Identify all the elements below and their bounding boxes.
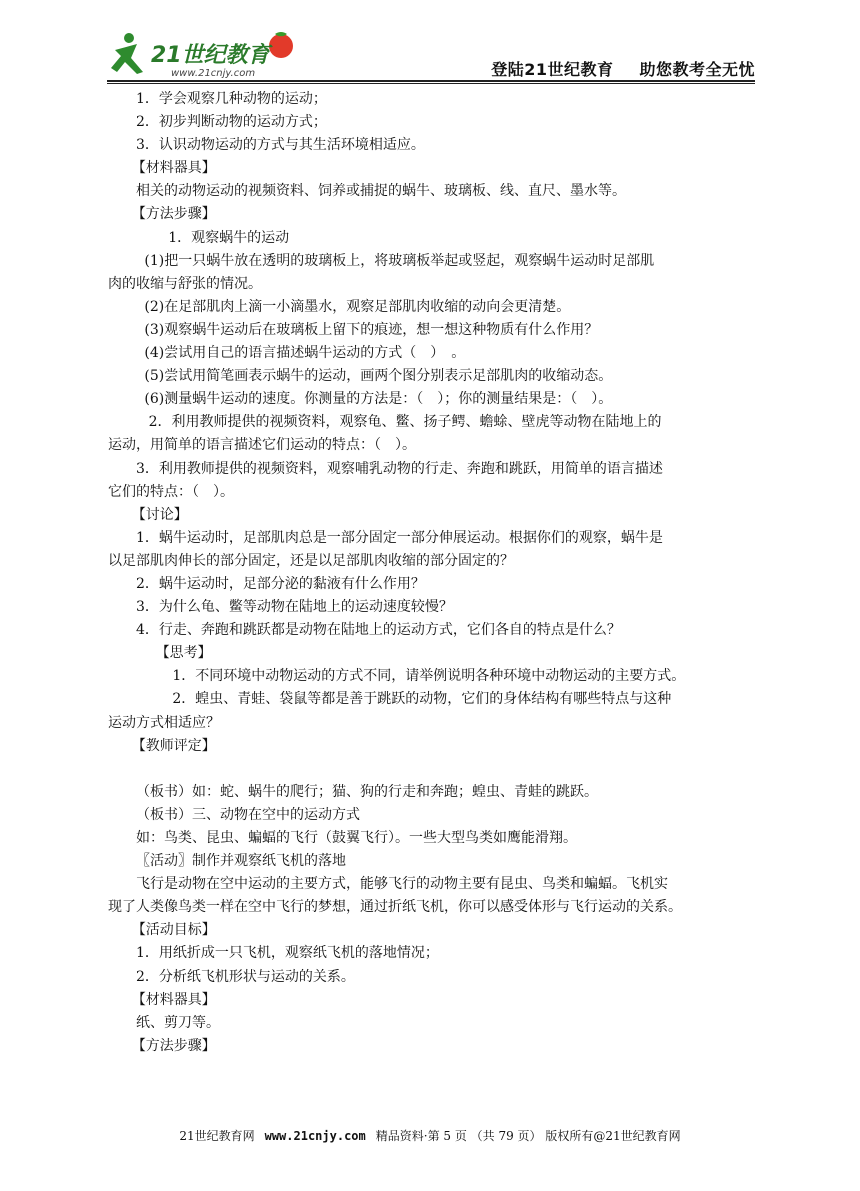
text-line: 【活动目标】 [131, 922, 216, 939]
text-line: 【教师评定】 [131, 737, 216, 754]
page-header [107, 28, 755, 84]
text-line: 运动方式相适应？ [108, 714, 220, 731]
slogan-right: 助您教考全无忧 [639, 60, 755, 79]
text-line: 运动，用简单的语言描述它们运动的特点：（ ）。 [108, 437, 416, 454]
text-line: 纸、剪刀等。 [136, 1014, 220, 1031]
text-line: 1．不同环境中动物运动的方式不同，请举例说明各种环境中动物运动的主要方式。 [172, 668, 686, 685]
text-line: (3)观察蜗牛运动后在玻璃板上留下的痕迹，想一想这种物质有什么作用？ [144, 321, 599, 338]
text-line: 2．初步判断动物的运动方式； [136, 114, 327, 131]
logo-url: www.21cnjy.com [171, 68, 256, 79]
header-rule [107, 80, 755, 82]
text-line: 3．认识动物运动的方式与其生活环境相适应。 [136, 137, 425, 154]
text-line: 2．蝗虫、青蛙、袋鼠等都是善于跳跃的动物，它们的身体结构有哪些特点与这种 [172, 691, 672, 708]
slogan-left: 登陆21世纪教育 [491, 60, 614, 79]
header-slogan [465, 57, 755, 80]
text-line: 【方法步骤】 [131, 1037, 216, 1054]
logo [107, 28, 307, 82]
text-line: 如：鸟类、昆虫、蝙蝠的飞行（鼓翼飞行）。一些大型鸟类如鹰能滑翔。 [136, 830, 577, 846]
text-line: (5)尝试用简笔画表示蜗牛的运动，画两个图分别表示足部肌肉的收缩动态。 [144, 368, 613, 385]
tomato-icon [269, 32, 293, 58]
footer-site: www.21cnjy.com [264, 1129, 366, 1143]
text-line: 2．分析纸飞机形状与运动的关系。 [136, 968, 355, 985]
text-line: 【方法步骤】 [131, 206, 216, 223]
text-line: 相关的动物运动的视频资料、饲养或捕捉的蜗牛、玻璃板、线、直尺、墨水等。 [136, 183, 626, 200]
text-line: 1．蜗牛运动时，足部肌肉总是一部分固定一部分伸展运动。根据你们的观察，蜗牛是 [136, 529, 663, 546]
text-line: 2．利用教师提供的视频资料，观察龟、鳖、扬子鳄、蟾蜍、壁虎等动物在陆地上的 [148, 414, 662, 431]
text-line: 3．利用教师提供的视频资料，观察哺乳动物的行走、奔跑和跳跃，用简单的语言描述 [136, 460, 663, 477]
text-line: (1)把一只蜗牛放在透明的玻璃板上，将玻璃板举起或竖起，观察蜗牛运动时足部肌 [144, 252, 655, 269]
text-line: 现了人类像鸟类一样在空中飞行的梦想，通过折纸飞机，你可以感受体形与飞行运动的关系。 [108, 899, 682, 916]
text-line: (6)测量蜗牛运动的速度。你测量的方法是：（ ）；你的测量结果是：（ ）。 [144, 391, 613, 408]
text-line: (2)在足部肌肉上滴一小滴墨水，观察足部肌肉收缩的动向会更清楚。 [144, 298, 571, 315]
text-line: 2．蜗牛运动时，足部分泌的黏液有什么作用？ [136, 575, 425, 592]
logo-text: 21世纪教育 [151, 43, 270, 68]
text-line: 肉的收缩与舒张的情况。 [108, 275, 262, 292]
footer-left: 21世纪教育网 [179, 1129, 255, 1143]
text-line [108, 758, 758, 781]
text-line: 1．学会观察几种动物的运动； [136, 91, 327, 107]
text-line: 1．观察蜗牛的运动 [168, 229, 290, 246]
text-line: 【讨论】 [131, 506, 188, 523]
text-line: 4．行走、奔跑和跳跃都是动物在陆地上的运动方式，它们各自的特点是什么？ [136, 622, 621, 639]
text-line: 【材料器具】 [131, 160, 216, 177]
text-line: 1．用纸折成一只飞机，观察纸飞机的落地情况； [136, 945, 439, 962]
text-line: 飞行是动物在空中运动的主要方式，能够飞行的动物主要有昆虫、鸟类和蝙蝠。飞机实 [136, 876, 668, 893]
text-line: 【材料器具】 [131, 991, 216, 1008]
page-footer [0, 1127, 860, 1144]
header-rule-thin [107, 83, 755, 84]
running-figure-icon [111, 33, 143, 74]
footer-right: 精品资料·第 5 页 （共 79 页） 版权所有@21世纪教育网 [375, 1129, 681, 1143]
text-line: (4)尝试用自己的语言描述蜗牛运动的方式（ ） 。 [144, 345, 466, 362]
text-line: 它们的特点：（ ）。 [108, 483, 234, 500]
text-line: 以足部肌肉伸长的部分固定，还是以足部肌肉收缩的部分固定的？ [108, 552, 514, 569]
document-body [108, 88, 758, 1058]
text-line: 【思考】 [155, 645, 212, 662]
text-line: （板书）三、动物在空中的运动方式 [136, 806, 360, 823]
text-line: （板书）如：蛇、蜗牛的爬行；猫、狗的行走和奔跑；蝗虫、青蛙的跳跃。 [136, 783, 598, 800]
text-line: 〖活动〗制作并观察纸飞机的落地 [136, 853, 346, 870]
text-line: 3．为什么龟、鳖等动物在陆地上的运动速度较慢？ [136, 599, 453, 616]
